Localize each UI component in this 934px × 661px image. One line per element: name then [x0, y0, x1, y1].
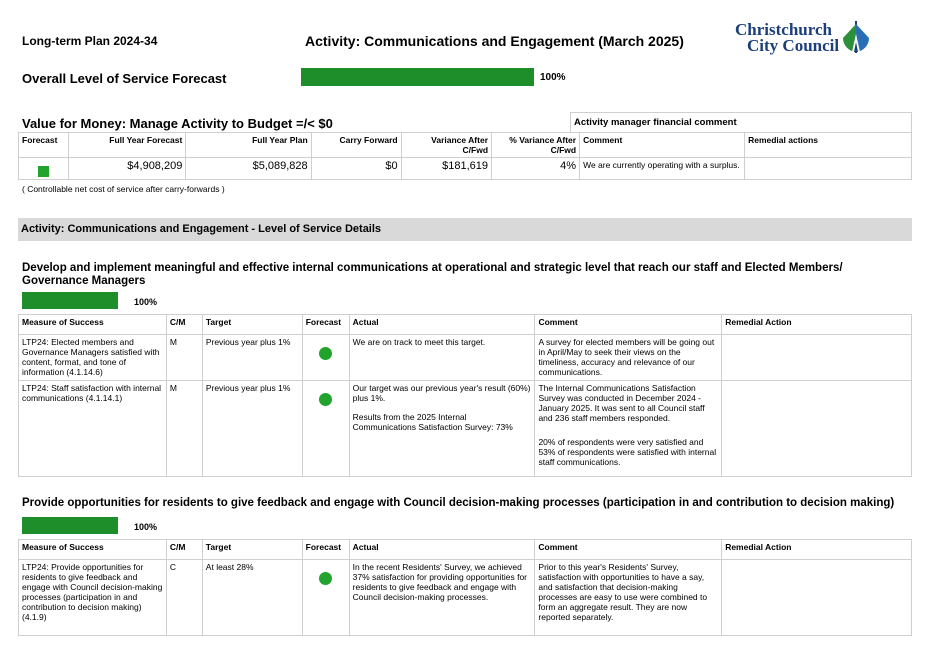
remedial-cell: [722, 335, 912, 381]
col-forecast: Forecast: [19, 133, 69, 158]
section2-header-row: [19, 540, 912, 560]
section2-progress-bar: [22, 517, 118, 534]
vfm-pct-variance: 4%: [492, 158, 580, 180]
measure-cell: LTP24: Staff satisfaction with internal communications (4.1.14.1): [19, 381, 167, 477]
col-comment: Comment: [535, 315, 722, 335]
col-full-year-forecast: Full Year Forecast: [68, 133, 186, 158]
actual-text: In the recent Residents' Survey, we achieved 37% satisfaction for providing opportunities for residents to give feedback and engage with Council decision-making processes.: [352, 562, 528, 602]
actual-cell: [349, 381, 535, 477]
vfm-header-row: [19, 133, 912, 158]
overall-progress-bar: [301, 68, 534, 86]
vfm-forecast-cell: [19, 158, 69, 180]
actual-cell: [349, 560, 535, 636]
comment-text: Prior to this year's Residents' Survey, satisfaction with opportunities to have a say, and satisfaction that decision-making processes are easy to use were combined to form an aggregate result. They are now reported separately.: [538, 562, 708, 622]
cm-cell: C: [166, 560, 202, 636]
forecast-status-icon: [319, 572, 332, 585]
col-target: Target: [202, 540, 302, 560]
comment-text: 20% of respondents were very satisfied and 53% of respondents were satisfied with internal staff communications.: [538, 437, 717, 467]
cm-cell: M: [166, 381, 202, 477]
section2-table: [18, 539, 912, 636]
vfm-remedial: [745, 158, 912, 180]
comment-text: The Internal Communications Satisfaction Survey was conducted in December 2024 - January 2025. It was sent to all Council staff and 236 staff members responded.: [538, 383, 705, 423]
section2-percent: 100%: [134, 522, 158, 532]
council-logo: [735, 20, 875, 60]
section2-progress-fill: [22, 517, 118, 534]
cm-cell: M: [166, 335, 202, 381]
manager-comment-header: [570, 112, 912, 133]
actual-text: Our target was our previous year's result (60%) plus 1%.: [352, 383, 531, 403]
logo-line2: City Council: [747, 36, 840, 55]
overall-percent: 100%: [540, 72, 566, 83]
col-measure: Measure of Success: [19, 315, 167, 335]
col-cm: C/M: [166, 315, 202, 335]
actual-text: Results from the 2025 Internal Communications Satisfaction Survey: 73%: [352, 412, 513, 432]
table-row: [19, 560, 912, 636]
forecast-cell: [302, 335, 349, 381]
plan-title: Long-term Plan 2024-34: [22, 34, 158, 48]
actual-cell: [349, 335, 535, 381]
logo-line1: Christchurch: [735, 20, 832, 39]
comment-cell: [535, 560, 722, 636]
remedial-cell: [722, 560, 912, 636]
activity-title: Activity: Communications and Engagement (March 2025): [305, 33, 684, 49]
forecast-cell: [302, 381, 349, 477]
comment-cell: [535, 381, 722, 477]
cathedral-icon: [839, 20, 873, 54]
col-remedial: Remedial Action: [722, 315, 912, 335]
vfm-comment: We are currently operating with a surplus.: [580, 158, 745, 180]
overall-label: Overall Level of Service Forecast: [22, 71, 227, 86]
col-actual: Actual: [349, 315, 535, 335]
forecast-status-icon: [319, 393, 332, 406]
actual-text: We are on track to meet this target.: [352, 337, 486, 347]
vfm-footnote: ( Controllable net cost of service after carry-forwards ): [22, 184, 225, 194]
table-row: [19, 381, 912, 477]
measure-cell: LTP24: Provide opportunities for residents to give feedback and engage with Council decision-making processes (participation in and contribution to decision making) (4.1.9): [19, 560, 167, 636]
overall-progress-fill: [301, 68, 534, 86]
section1-header-row: [19, 315, 912, 335]
forecast-status-icon: [319, 347, 332, 360]
col-measure: Measure of Success: [19, 540, 167, 560]
vfm-carry-forward: $0: [311, 158, 401, 180]
vfm-full-year-plan: $5,089,828: [186, 158, 311, 180]
vfm-full-year-forecast: $4,908,209: [68, 158, 186, 180]
forecast-status-icon: [38, 166, 49, 177]
remedial-cell: [722, 381, 912, 477]
col-variance: Variance After C/Fwd: [401, 133, 491, 158]
section1-progress-bar: [22, 292, 118, 309]
col-forecast: Forecast: [302, 540, 349, 560]
section1-percent: 100%: [134, 297, 158, 307]
forecast-cell: [302, 560, 349, 636]
vfm-variance: $181,619: [401, 158, 491, 180]
col-comment: Comment: [535, 540, 722, 560]
section1-table: [18, 314, 912, 477]
details-band: Activity: Communications and Engagement - Level of Service Details: [18, 218, 912, 241]
col-actual: Actual: [349, 540, 535, 560]
measure-cell: LTP24: Elected members and Governance Managers satisfied with content, format, and tone of information (4.1.14.6): [19, 335, 167, 381]
vfm-data-row: [19, 158, 912, 180]
col-cm: C/M: [166, 540, 202, 560]
target-cell: Previous year plus 1%: [202, 335, 302, 381]
vfm-title: Value for Money: Manage Activity to Budget =/< $0: [22, 116, 333, 131]
section1-progress-fill: [22, 292, 118, 309]
col-forecast: Forecast: [302, 315, 349, 335]
target-cell: Previous year plus 1%: [202, 381, 302, 477]
col-carry-forward: Carry Forward: [311, 133, 401, 158]
table-row: [19, 335, 912, 381]
section1-title: Develop and implement meaningful and effective internal communications at operational and strategic level that reach our staff and Elected Members/ Governance Managers: [22, 262, 843, 287]
target-cell: At least 28%: [202, 560, 302, 636]
col-remedial: Remedial Action: [722, 540, 912, 560]
col-target: Target: [202, 315, 302, 335]
vfm-table: [18, 132, 912, 180]
col-full-year-plan: Full Year Plan: [186, 133, 311, 158]
col-pct-variance: % Variance After C/Fwd: [492, 133, 580, 158]
section2-title: Provide opportunities for residents to give feedback and engage with Council decision-making processes (participation in and contribution to decision making): [22, 497, 895, 509]
comment-text: A survey for elected members will be going out in April/May to seek their views on the timeliness, accuracy and relevance of our communications.: [538, 337, 715, 377]
col-remedial: Remedial actions: [745, 133, 912, 158]
comment-cell: [535, 335, 722, 381]
col-comment: Comment: [580, 133, 745, 158]
manager-comment-heading: Activity manager financial comment: [571, 113, 912, 133]
